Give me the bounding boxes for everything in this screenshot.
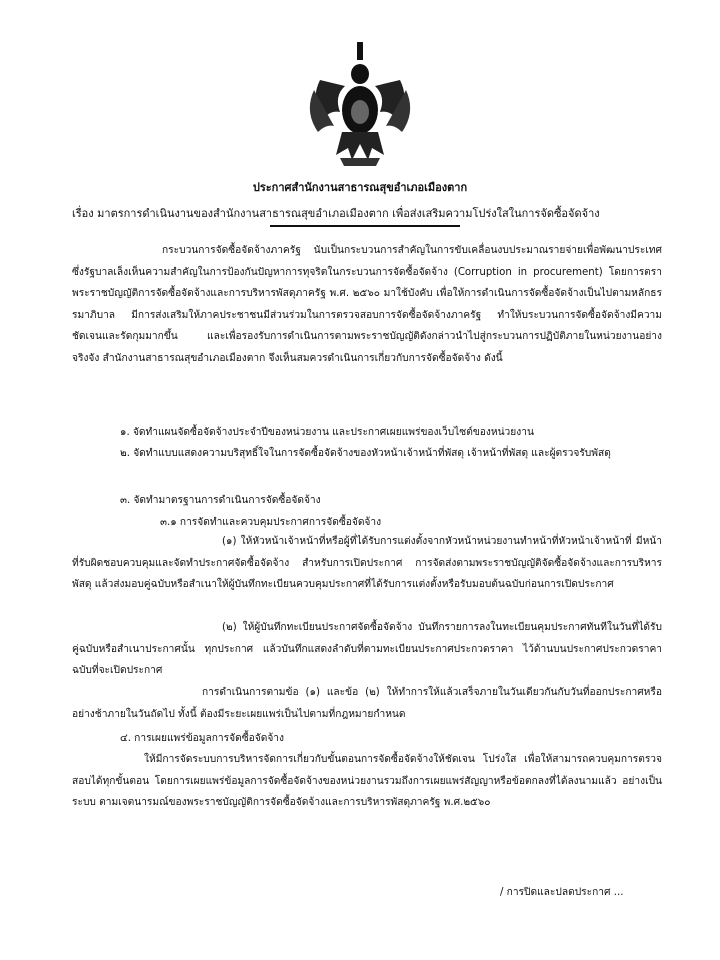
paragraph-1: (๑) ให้หัวหน้าเจ้าหน้าที่หรือผู้ที่ได้รับการแต่งตั้งจากหัวหน้าหน่วยงานทำหน้าที่หัวหน้าเจ้าหน้าที่ มีหน้าที่รับผิดชอบควบคุมและจัดทำประกาศจัดซื้อจัดจ้าง สำหรับการเปิดประกาศ การจัดส่งตามพระราชบัญญัติจัดซื้อจัดจ้างและการบริหารพัสดุ แล้วส่งมอบคู่ฉบับหรือสำเนาให้ผู้บันทึกทะเบียนควบคุมประกาศที่ได้รับการแต่งตั้งหรือรับมอบต้นฉบับก่อนการเปิดประกาศ <box>72 536 662 591</box>
item-2: ๒. จัดทำแบบแสดงความบริสุทธิ์ใจในการจัดซื้อจัดจ้างของหัวหน้าเจ้าหน้าที่พัสดุ เจ้าหน้าที่พัสดุ และผู้ตรวจรับพัสดุ <box>120 448 611 459</box>
item-1: ๑. จัดทำแผนจัดซื้อจัดจ้างประจำปีของหน่วยงาน และประกาศเผยแพร่ของเว็บไซต์ของหน่วยงาน <box>120 427 534 438</box>
intro-paragraph: กระบวนการจัดซื้อจัดจ้างภาครัฐ นับเป็นกระบวนการสำคัญในการขับเคลื่อนงบประมาณรายจ่ายเพื่อพัฒนาประเทศ ซึ่งรัฐบาลเล็งเห็นความสำคัญในการป้องกันปัญหาการทุจริตในกระบวนการจัดซื้อจัดจ้าง (Corruption in procurement) โดยการตราพระราชบัญญัติการจัดซื้อจัดจ้างและการบริหารพัสดุภาครัฐ พ.ศ. ๒๕๖๐ มาใช้บังคับ เพื่อให้การดำเนินการจัดซื้อจัดจ้างเป็นไปตามหลักธรรมาภิบาล มีการส่งเสริมให้ภาคประชาชนมีส่วนร่วมในการตรวจสอบการจัดซื้อจัดจ้างภาครัฐ ทำให้บระบวนการจัดซื้อจัดจ้างมีความชัดเจนและรัดกุมมากขึ้น และเพื่อรองรับการดำเนินการตามพระราชบัญญัติดังกล่าวนำไปสู่กระบวนการปฏิบัติภายในหน่วยงานอย่างจริงจัง สำนักงานสาธารณสุขอำเภอเมืองตาก จึงเห็นสมควรดำเนินการเกี่ยวกับการจัดซื้อจัดจ้าง ดังนี้ <box>72 245 662 364</box>
paragraph-4: ให้มีการจัดระบบการบริหารจัดการเกี่ยวกับขั้นตอนการจัดซื้อจัดจ้างให้ชัดเจน โปร่งใส เพื่อให้สามารถควบคุมการตรวจสอบได้ทุกขั้นตอน โดยการเผยแพร่ข้อมูลการจัดซื้อจัดจ้างของหน่วยงานรวมถึงการเผยแพร่สัญญาหรือข้อตกลงที่ได้ลงนามแล้ว อย่างเป็นระบบ ตามเจตนารมณ์ของพระราชบัญญัติการจัดซื้อจัดจ้างและการบริหารพัสดุภาครัฐ พ.ศ.๒๕๖๐ <box>72 754 662 809</box>
announcement-subject: เรื่อง มาตรการดำเนินงานของสำนักงานสาธารณสุขอำเภอเมืองตาก เพื่อส่งเสริมความโปร่งใสในการจัดซื้อจัดจ้าง <box>72 207 600 220</box>
garuda-emblem-icon <box>300 40 420 170</box>
paragraph-3: การดำเนินการตามข้อ (๑) และข้อ (๒) ให้ทำการให้แล้วเสร็จภายในวันเดียวกันกับวันที่ออกประกาศหรืออย่างช้าภายในวันถัดไป ทั้งนี้ ต้องมีระยะเผยแพร่เป็นไปตามที่กฎหมายกำหนด <box>72 687 662 720</box>
title-divider-dashed <box>360 225 460 227</box>
item-3: ๓. จัดทำมาตรฐานการดำเนินการจัดซื้อจัดจ้าง <box>120 495 321 506</box>
item-3-1: ๓.๑ การจัดทำและควบคุมประกาศการจัดซื้อจัดจ้าง <box>160 517 382 528</box>
paragraph-2: (๒) ให้ผู้บันทึกทะเบียนประกาศจัดซื้อจัดจ้าง บันทึกรายการลงในทะเบียนคุมประกาศทันทีในวันที่ได้รับคู่ฉบับหรือสำเนาประกาศนั้น ทุกประกาศ แล้วบันทึกแสดงลำดับที่ตามทะเบียนประกาศประกวดราคา ไว้ด้านบนประกาศประกวดราคาฉบับที่จะเปิดประกาศ <box>72 622 662 677</box>
continuation-note: / การปิดและปลดประกาศ ... <box>500 887 624 898</box>
announcement-title: ประกาศสำนักงานสาธารณสุขอำเภอเมืองตาก <box>252 181 468 194</box>
item-4: ๔. การเผยแพร่ข้อมูลการจัดซื้อจัดจ้าง <box>120 733 284 744</box>
